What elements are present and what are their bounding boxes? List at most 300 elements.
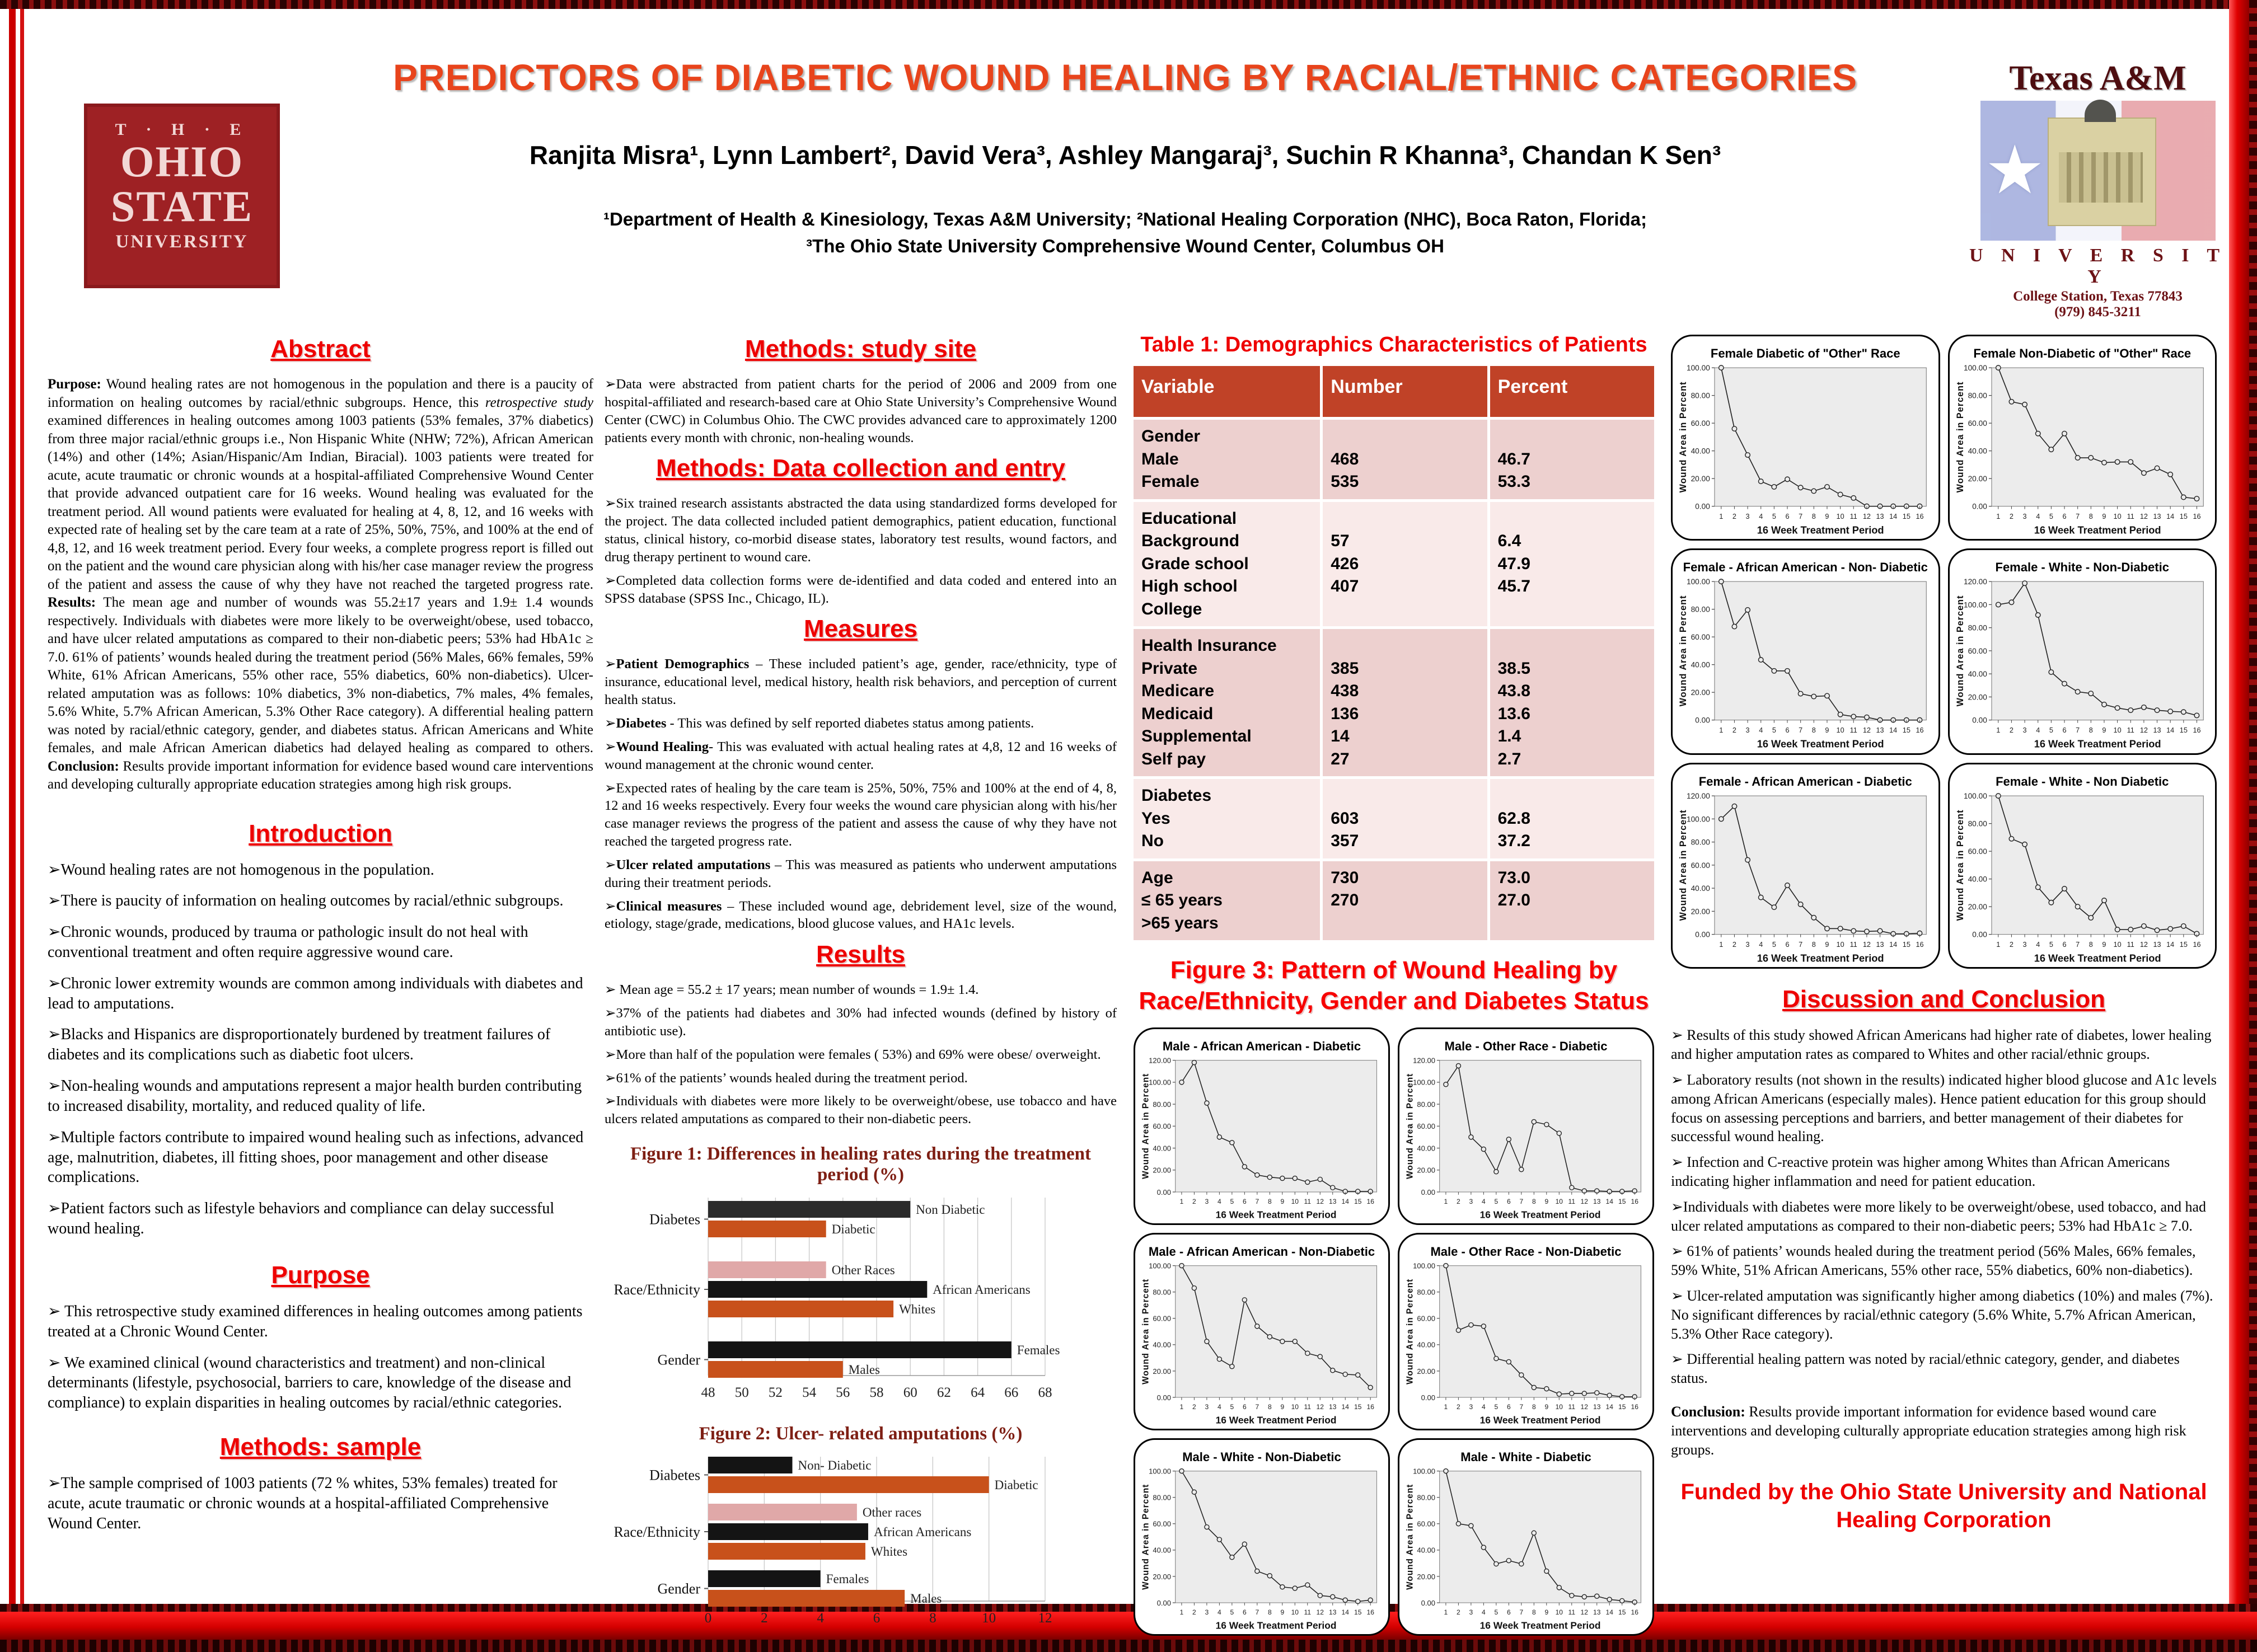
svg-text:4: 4	[1759, 726, 1763, 735]
svg-text:0.00: 0.00	[1421, 1188, 1435, 1196]
table-cell: 730 270	[1323, 861, 1490, 941]
svg-text:20.00: 20.00	[1691, 475, 1710, 484]
svg-text:1: 1	[1444, 1403, 1448, 1411]
svg-text:1: 1	[1179, 1608, 1184, 1617]
svg-text:13: 13	[1329, 1403, 1337, 1411]
svg-text:6: 6	[1785, 512, 1790, 520]
svg-text:7: 7	[1799, 726, 1803, 735]
svg-text:14: 14	[1605, 1198, 1613, 1206]
svg-text:2: 2	[2009, 512, 2013, 520]
table-cell: 6.4 47.9 45.7	[1490, 502, 1654, 627]
svg-text:1: 1	[1996, 940, 2000, 949]
heading-methods-data: Methods: Data collection and entry	[656, 454, 1065, 482]
figure3-female-charts	[1671, 335, 2217, 969]
svg-text:100.00: 100.00	[1686, 364, 1710, 373]
svg-text:16 Week Treatment Period: 16 Week Treatment Period	[1479, 1620, 1601, 1631]
svg-text:40.00: 40.00	[1968, 670, 1987, 679]
svg-text:5: 5	[1230, 1198, 1234, 1206]
svg-text:3: 3	[1469, 1403, 1473, 1411]
svg-text:14: 14	[2166, 726, 2174, 735]
svg-text:10: 10	[1291, 1198, 1299, 1206]
svg-text:3: 3	[1205, 1403, 1209, 1411]
svg-text:12: 12	[1316, 1608, 1324, 1617]
svg-text:16 Week Treatment Period: 16 Week Treatment Period	[1479, 1414, 1601, 1426]
svg-text:3: 3	[1469, 1608, 1473, 1617]
svg-text:9: 9	[1544, 1403, 1549, 1411]
svg-text:100.00: 100.00	[1149, 1261, 1171, 1270]
svg-text:0.00: 0.00	[1695, 716, 1710, 725]
affiliations	[313, 206, 1937, 260]
svg-text:Wound Area in Percent: Wound Area in Percent	[1405, 1278, 1415, 1385]
column-methods-results	[605, 327, 1117, 1634]
svg-text:8: 8	[2089, 940, 2093, 949]
svg-text:60.00: 60.00	[1153, 1314, 1171, 1323]
bullet-item: ➢Data were abstracted from patient charts for the period of 2006 and 2009 from one hospital-affiliated and research-based care at Ohio State University’s Comprehensive Wound Center (CWC) in Columbus Ohio. The CWC provides advanced care to approximately 1200 patients every month with chronic, non-healing wounds.	[605, 377, 1117, 445]
top-border-stripe	[0, 0, 2257, 9]
svg-text:15: 15	[2179, 726, 2188, 735]
svg-text:1: 1	[1444, 1608, 1448, 1617]
table-cell: 73.0 27.0	[1490, 861, 1654, 941]
wound-healing-chart-panel	[1134, 1027, 1390, 1225]
table1-title: Table 1: Demographics Characteristics of Patients	[1140, 333, 1647, 356]
wound-healing-chart-panel	[1134, 1233, 1390, 1430]
svg-text:10: 10	[2113, 940, 2122, 949]
svg-text:60.00: 60.00	[1153, 1122, 1171, 1131]
svg-text:14: 14	[1889, 940, 1898, 949]
svg-text:58: 58	[869, 1385, 884, 1401]
wound-healing-chart-panel	[1948, 548, 2217, 754]
wound-healing-chart-panel	[1398, 1233, 1654, 1430]
svg-text:3: 3	[1205, 1198, 1209, 1206]
svg-text:0.00: 0.00	[1156, 1393, 1171, 1402]
chart-plot	[1404, 1466, 1648, 1633]
bullet-item: ➢Multiple factors contribute to impaired wound healing such as infections, advanced age, malnutrition, diabetes, ill fitting shoes, poor management and other disease complications.	[48, 1128, 584, 1186]
svg-text:11: 11	[1304, 1198, 1312, 1206]
svg-text:15: 15	[1902, 512, 1911, 520]
figure1-caption: Figure 1: Differences in healing rates during the treatment period (%)	[630, 1144, 1092, 1185]
svg-text:6: 6	[1506, 1403, 1511, 1411]
svg-text:80.00: 80.00	[1153, 1288, 1171, 1297]
svg-text:120.00: 120.00	[1963, 578, 1987, 586]
right-border-stripe	[2249, 0, 2257, 1652]
bullet-item: ➢Ulcer related amputations – This was measured as patients who underwent amputations during their treatment periods.	[605, 857, 1117, 890]
introduction-bullets	[48, 860, 593, 1239]
svg-text:1: 1	[1719, 512, 1724, 520]
chart-title: Male - Other Race - Diabetic	[1444, 1039, 1608, 1053]
bullet-item: ➢61% of the patients’ wounds healed during the treatment period.	[605, 1070, 968, 1086]
table-cell: Gender Male Female	[1134, 420, 1323, 499]
svg-text:16 Week Treatment Period: 16 Week Treatment Period	[2034, 524, 2161, 536]
discussion-bullets	[1671, 1026, 2217, 1388]
bar-chart-svg	[605, 1190, 1117, 1408]
texas-flag-graphic	[1980, 101, 2216, 241]
svg-text:10: 10	[1291, 1403, 1299, 1411]
svg-text:0.00: 0.00	[1972, 930, 1987, 939]
svg-text:13: 13	[1593, 1608, 1601, 1617]
bottom-stripe-top	[0, 1604, 2257, 1612]
chart-plot	[1954, 362, 2211, 538]
svg-text:100.00: 100.00	[1686, 578, 1710, 586]
chart-title: Male - African American - Non-Diabetic	[1148, 1245, 1375, 1259]
svg-text:16: 16	[1916, 512, 1924, 520]
table-cell: 603 357	[1323, 779, 1490, 858]
svg-text:9: 9	[1280, 1403, 1285, 1411]
svg-text:9: 9	[1825, 726, 1829, 735]
line-chart-svg	[1954, 362, 2211, 538]
line-chart-svg	[1404, 1260, 1648, 1428]
svg-text:2: 2	[2009, 726, 2013, 735]
svg-text:African Americans: African Americans	[873, 1525, 972, 1540]
svg-text:Wound Area in Percent: Wound Area in Percent	[1678, 595, 1689, 707]
line-chart-svg	[1140, 1055, 1384, 1222]
methods-sample-bullets	[48, 1473, 593, 1533]
svg-text:4: 4	[1218, 1608, 1221, 1617]
svg-text:9: 9	[1825, 512, 1829, 520]
svg-text:40.00: 40.00	[1691, 447, 1710, 456]
chart-plot	[1677, 576, 1934, 752]
svg-text:60.00: 60.00	[1968, 847, 1987, 856]
svg-text:9: 9	[2101, 726, 2106, 735]
tamu-logo-name: Texas A&M	[2009, 59, 2186, 97]
svg-text:11: 11	[1304, 1403, 1312, 1411]
poster-title: PREDICTORS OF DIABETIC WOUND HEALING BY RACIAL/ETHNIC CATEGORIES	[392, 57, 1858, 98]
bar-chart-svg	[605, 1449, 1117, 1634]
svg-text:100.00: 100.00	[1413, 1261, 1435, 1270]
svg-text:20.00: 20.00	[1417, 1166, 1435, 1175]
svg-text:3: 3	[2022, 512, 2027, 520]
figure2-caption: Figure 2: Ulcer- related amputations (%)	[699, 1424, 1023, 1444]
svg-text:5: 5	[1230, 1403, 1234, 1411]
svg-text:16 Week Treatment Period: 16 Week Treatment Period	[1215, 1209, 1337, 1221]
bullet-item: ➢ We examined clinical (wound characteristics and treatment) and non-clinical determinants (lifestyle, psychosocial, barriers to care, knowledge of the disease and compliance) to explain disparities in healing outcomes by racial/ethnic categories.	[48, 1354, 572, 1412]
svg-text:16: 16	[1631, 1403, 1638, 1411]
svg-text:15: 15	[2179, 940, 2188, 949]
svg-text:15: 15	[1354, 1608, 1362, 1617]
svg-text:16 Week Treatment Period: 16 Week Treatment Period	[1757, 738, 1884, 750]
svg-text:60.00: 60.00	[1417, 1122, 1435, 1131]
wound-healing-chart-panel	[1398, 1438, 1654, 1636]
svg-text:7: 7	[1519, 1198, 1524, 1206]
svg-text:1: 1	[1179, 1198, 1184, 1206]
svg-text:4: 4	[1482, 1608, 1486, 1617]
svg-text:100.00: 100.00	[1149, 1078, 1171, 1087]
svg-text:16: 16	[1916, 940, 1924, 949]
svg-text:Males: Males	[848, 1363, 881, 1377]
svg-text:20.00: 20.00	[1968, 475, 1987, 484]
svg-text:3: 3	[1745, 512, 1750, 520]
building-columns-graphic	[2059, 152, 2143, 203]
svg-text:10: 10	[1836, 940, 1844, 949]
osu-logo	[84, 104, 280, 288]
table-cell: 385 438 136 14 27	[1323, 629, 1490, 776]
wound-healing-chart-panel	[1134, 1438, 1390, 1636]
svg-text:0.00: 0.00	[1421, 1598, 1435, 1607]
table-row	[1134, 779, 1654, 858]
svg-text:20.00: 20.00	[1968, 693, 1987, 702]
svg-text:80.00: 80.00	[1417, 1100, 1435, 1109]
svg-text:11: 11	[1304, 1608, 1312, 1617]
svg-text:100.00: 100.00	[1963, 792, 1987, 801]
svg-text:5: 5	[2049, 726, 2053, 735]
svg-text:2: 2	[2009, 940, 2013, 949]
svg-text:5: 5	[1772, 940, 1776, 949]
svg-text:6: 6	[2062, 726, 2067, 735]
svg-text:14: 14	[1341, 1198, 1349, 1206]
svg-text:Diabetes: Diabetes	[649, 1467, 700, 1484]
svg-text:12: 12	[2139, 726, 2148, 735]
svg-text:15: 15	[1618, 1198, 1626, 1206]
chart-title: Female Non-Diabetic of "Other" Race	[1973, 346, 2192, 360]
svg-text:Wound Area in Percent: Wound Area in Percent	[1141, 1278, 1151, 1385]
table-row	[1134, 629, 1654, 776]
svg-text:Wound Area in Percent: Wound Area in Percent	[1955, 381, 1965, 493]
bullet-item: ➢Patient Demographics – These included patient’s age, gender, race/ethnicity, type of insurance, educational level, medical history, health risk behaviors, and perception of current health status.	[605, 656, 1117, 708]
svg-text:16: 16	[1631, 1608, 1638, 1617]
svg-text:2: 2	[1732, 940, 1736, 949]
svg-text:60.00: 60.00	[1691, 633, 1710, 642]
heading-abstract: Abstract	[270, 335, 371, 363]
bullet-item: ➢ Infection and C-reactive protein was higher among Whites than African Americans indicating higher inflammation and need for patient education.	[1671, 1154, 2170, 1189]
svg-text:Whites: Whites	[870, 1545, 908, 1559]
left-border-line-2	[20, 9, 24, 1604]
svg-text:40.00: 40.00	[1691, 661, 1710, 670]
svg-text:1: 1	[1996, 726, 2000, 735]
svg-text:16: 16	[1366, 1198, 1374, 1206]
table-cell: 468 535	[1323, 420, 1490, 499]
svg-text:13: 13	[2153, 726, 2161, 735]
svg-text:9: 9	[1544, 1198, 1549, 1206]
bullet-item: ➢ Results of this study showed African Americans had higher rate of diabetes, lower healing and higher amputation rates as compared to Whites and other racial/ethnic groups.	[1671, 1027, 2212, 1063]
heading-discussion: Discussion and Conclusion	[1782, 985, 2105, 1013]
bottom-border	[0, 1604, 2257, 1652]
svg-text:7: 7	[1799, 512, 1803, 520]
svg-text:12: 12	[2139, 940, 2148, 949]
svg-text:13: 13	[1329, 1608, 1337, 1617]
svg-text:Females: Females	[1017, 1343, 1060, 1358]
svg-text:13: 13	[1876, 726, 1884, 735]
chart-title: Male - White - Diabetic	[1460, 1450, 1591, 1465]
chart-title: Male - White - Non-Diabetic	[1182, 1450, 1341, 1465]
demographics-table	[1134, 366, 1654, 940]
chart-plot	[1954, 576, 2211, 752]
svg-text:12: 12	[1862, 940, 1871, 949]
svg-text:16: 16	[2192, 726, 2201, 735]
svg-text:Gender: Gender	[657, 1351, 700, 1368]
building-dome-graphic	[2085, 100, 2116, 122]
svg-text:80.00: 80.00	[1691, 838, 1710, 847]
svg-text:11: 11	[2127, 726, 2134, 735]
svg-text:16 Week Treatment Period: 16 Week Treatment Period	[1215, 1620, 1337, 1631]
svg-text:11: 11	[2127, 512, 2134, 520]
svg-text:60.00: 60.00	[1153, 1519, 1171, 1528]
svg-text:2: 2	[1192, 1608, 1196, 1617]
wound-healing-chart-panel	[1948, 763, 2217, 969]
table1-header-variable: Variable	[1134, 366, 1323, 417]
svg-text:13: 13	[1593, 1403, 1601, 1411]
chart-plot	[1404, 1260, 1648, 1428]
svg-text:Other Races: Other Races	[831, 1263, 895, 1278]
wound-healing-chart-panel	[1671, 548, 1940, 754]
svg-text:14: 14	[2166, 512, 2174, 520]
svg-text:9: 9	[1280, 1198, 1285, 1206]
svg-text:48: 48	[701, 1385, 715, 1401]
svg-text:Diabetic: Diabetic	[994, 1478, 1038, 1493]
table-cell: Educational Background Grade school High school College	[1134, 502, 1323, 627]
svg-text:8: 8	[1267, 1608, 1272, 1617]
svg-text:6: 6	[1242, 1198, 1247, 1206]
svg-text:9: 9	[1544, 1608, 1549, 1617]
svg-text:12: 12	[1580, 1608, 1588, 1617]
svg-text:Wound Area in Percent: Wound Area in Percent	[1678, 809, 1689, 921]
svg-text:2: 2	[1732, 726, 1736, 735]
svg-text:8: 8	[1267, 1198, 1272, 1206]
heading-purpose: Purpose	[271, 1261, 370, 1289]
line-chart-svg	[1677, 362, 1934, 538]
svg-text:15: 15	[1354, 1198, 1362, 1206]
bullet-item: ➢Chronic wounds, produced by trauma or pathologic insult do not heal with conventional treatment and often require aggressive wound care.	[48, 923, 528, 961]
svg-text:13: 13	[1593, 1198, 1601, 1206]
chart-title: Female Diabetic of "Other" Race	[1710, 346, 1900, 360]
svg-text:Gender: Gender	[657, 1580, 700, 1597]
svg-text:12: 12	[1580, 1403, 1588, 1411]
svg-text:16 Week Treatment Period: 16 Week Treatment Period	[2034, 738, 2161, 750]
svg-text:11: 11	[2127, 940, 2134, 949]
svg-text:16: 16	[1366, 1403, 1374, 1411]
bullet-item: ➢Completed data collection forms were de-identified and data coded and entered into an SPSS database (SPSS Inc., Chicago, IL).	[605, 572, 1117, 606]
bullet-item: ➢Individuals with diabetes were more likely to be overweight/obese, use tobacco and have ulcers related amputations as compared to their non-diabetic peers.	[605, 1093, 1117, 1127]
wound-healing-chart-panel	[1671, 763, 1940, 969]
svg-text:Other races: Other races	[862, 1505, 922, 1520]
chart-plot	[1677, 362, 1934, 538]
left-border-line	[9, 9, 16, 1604]
svg-text:3: 3	[2022, 940, 2027, 949]
heading-methods-site: Methods: study site	[744, 335, 977, 363]
bottom-stripe-bottom	[0, 1640, 2257, 1652]
svg-text:10: 10	[1555, 1198, 1563, 1206]
svg-text:6: 6	[2062, 940, 2067, 949]
svg-text:60.00: 60.00	[1691, 861, 1710, 870]
line-chart-svg	[1140, 1260, 1384, 1428]
svg-text:2: 2	[1457, 1403, 1460, 1411]
svg-text:80.00: 80.00	[1968, 819, 1987, 828]
svg-text:6: 6	[1506, 1608, 1511, 1617]
line-chart-svg	[1404, 1055, 1648, 1222]
svg-text:80.00: 80.00	[1153, 1493, 1171, 1502]
svg-text:11: 11	[1568, 1403, 1576, 1411]
svg-text:100.00: 100.00	[1149, 1467, 1171, 1476]
svg-text:8: 8	[1532, 1198, 1536, 1206]
svg-text:4: 4	[1482, 1198, 1486, 1206]
svg-text:0.00: 0.00	[1695, 930, 1710, 939]
results-bullets	[605, 981, 1117, 1128]
svg-text:7: 7	[1799, 940, 1803, 949]
chart-title: Female - African American - Diabetic	[1698, 774, 1912, 789]
svg-text:20.00: 20.00	[1153, 1166, 1171, 1175]
svg-text:11: 11	[1568, 1608, 1576, 1617]
chart-title: Female - White - Non-Diabetic	[1995, 560, 2169, 575]
svg-text:2: 2	[1457, 1198, 1460, 1206]
svg-text:0.00: 0.00	[1156, 1188, 1171, 1196]
table1-header-row	[1134, 366, 1654, 417]
svg-text:13: 13	[2153, 940, 2161, 949]
svg-text:120.00: 120.00	[1149, 1056, 1171, 1065]
svg-text:8: 8	[1811, 726, 1816, 735]
bullet-item: ➢ Laboratory results (not shown in the results) indicated higher blood glucose and A1c levels among African Americans (especially males). Hence patient education for this group should focus on assessing perceptions and barriers, and better management of their diabetes for successful wound healing.	[1671, 1071, 2217, 1145]
table-row	[1134, 861, 1654, 941]
svg-text:11: 11	[1849, 726, 1857, 735]
svg-text:8: 8	[1532, 1403, 1536, 1411]
svg-text:15: 15	[1618, 1608, 1626, 1617]
abstract-text: Purpose: Wound healing rates are not homogenous in the population and there is a paucity of information on healing outcomes by racial/ethnic subgroups. Hence, this retrospective study examined differences in healing outcomes among 1003 patients (53% females, 37% diabetics) from three major racial/ethnic groups i.e., Non Hispanic White (NHW; 72%), African American (14%) and other (14%; Asian/Hispanic/Am Indian, Biracial). 1003 patients were treated for acute, acute traumatic or chronic wounds at a hospital-affiliated Comprehensive Wound Center that provide advanced outpatient care for 16 weeks. Wound healing was evaluated for the treatment period. All wound patients were evaluated for healing at 4, 8, 12, and 16 weeks with expected rate of healing set by the care team at a rate of 25%, 50%, 75%, and 100% at the end of 4,8, 12, and 16 week treatment period. Every four weeks, a complete progress report is filled out on the patient and the wound care physician along with his/her case manager review the progress of the patient and assess the cause of why they have not reached the targeted progress rate. Results: The mean age and number of wounds was 55.2±17 years and 1.9± 1.4 wounds respectively. Individuals with diabetes were more likely to be overweight/obese, used tobacco, and have ulcer related amputations as compared to their non-diabetic peers; 53% had HbA1c ≥ 7.0. 61% of patients’ wounds healed during the treatment period (56% Males, 66% females, 59% White, 61% African Americans, 55% other race, 55% diabetics, 60% non-diabetics). Ulcer-related amputation was as follows: 10% diabetics, 3% non-diabetics, 7% males, 4% females, 5.6% White, 5.7% African American, 5.3% Other Race category). A differential healing pattern was noted by racial/ethnic category, gender, and diabetes status. African Americans and White females, and male African American diabetics had delayed healing as compared to others. Conclusion: Results provide important information for evidence based wound care interventions and developing culturally appropriate education strategies among high risk groups.	[48, 377, 594, 792]
chart-plot	[1954, 790, 2211, 966]
svg-text:8: 8	[2089, 726, 2093, 735]
svg-text:40.00: 40.00	[1691, 884, 1710, 893]
chart-title: Male - Other Race - Non-Diabetic	[1430, 1245, 1622, 1259]
svg-text:1: 1	[1996, 512, 2000, 520]
svg-text:15: 15	[1902, 940, 1911, 949]
chart-title: Male - African American - Diabetic	[1162, 1039, 1361, 1053]
svg-text:20.00: 20.00	[1153, 1572, 1171, 1581]
svg-text:80.00: 80.00	[1968, 624, 1987, 633]
svg-text:120.00: 120.00	[1413, 1056, 1435, 1065]
bullet-item: ➢Wound Healing- This was evaluated with actual healing rates at 4,8, 12 and 16 weeks of wound management at the chronic wound center.	[605, 739, 1117, 772]
svg-text:Whites: Whites	[899, 1302, 936, 1317]
svg-text:40.00: 40.00	[1153, 1144, 1171, 1153]
funding-statement: Funded by the Ohio State University and National Healing Corporation	[1680, 1480, 2207, 1533]
svg-text:14: 14	[2166, 940, 2174, 949]
svg-text:0.00: 0.00	[1972, 502, 1987, 511]
svg-text:12: 12	[1038, 1611, 1052, 1626]
svg-text:Males: Males	[910, 1592, 942, 1606]
svg-text:Diabetic: Diabetic	[831, 1222, 875, 1237]
chart-title: Female - White - Non Diabetic	[1996, 774, 2169, 789]
tamu-logo-university: U N I V E R S I T Y	[1969, 245, 2227, 287]
svg-text:5: 5	[1494, 1608, 1499, 1617]
svg-text:80.00: 80.00	[1968, 391, 1987, 400]
bullet-item: ➢Diabetes - This was defined by self reported diabetes status among patients.	[605, 715, 1034, 731]
right-border-bar	[2229, 0, 2249, 1652]
svg-text:11: 11	[1849, 512, 1857, 520]
svg-text:80.00: 80.00	[1691, 391, 1710, 400]
svg-text:Race/Ethnicity: Race/Ethnicity	[614, 1282, 700, 1298]
svg-text:6: 6	[873, 1611, 881, 1626]
svg-text:8: 8	[2089, 512, 2093, 520]
svg-text:9: 9	[1825, 940, 1829, 949]
svg-text:5: 5	[2049, 512, 2053, 520]
table-row	[1134, 420, 1654, 499]
svg-text:68: 68	[1038, 1385, 1052, 1401]
wound-healing-chart-panel	[1948, 335, 2217, 541]
svg-text:10: 10	[1555, 1608, 1563, 1617]
svg-text:4: 4	[1218, 1403, 1221, 1411]
osu-logo-ohio: OHIO	[120, 137, 244, 186]
svg-text:60.00: 60.00	[1968, 419, 1987, 428]
table1-header-percent: Percent	[1497, 376, 1568, 397]
affiliation-line-1: ¹Department of Health & Kinesiology, Texas A&M University; ²National Healing Corporation (NHC), Boca Raton, Florida;	[603, 209, 1647, 229]
svg-text:1: 1	[1179, 1403, 1184, 1411]
bullet-item: ➢Six trained research assistants abstracted the data using standardized forms developed for the project. The data collected included patient demographics, patient education, functional status, clinical history, co-morbid disease states, laboratory test results, wound factors, and drug therapy pertinent to wound care.	[605, 496, 1117, 565]
bullet-item: ➢The sample comprised of 1003 patients (72 % whites, 53% females) treated for acute, acute traumatic or chronic wounds at a hospital-affiliated Comprehensive Wound Center.	[48, 1475, 558, 1532]
line-chart-svg	[1140, 1466, 1384, 1633]
svg-text:40.00: 40.00	[1968, 447, 1987, 456]
chart-plot	[1140, 1466, 1384, 1633]
bullet-item: ➢Individuals with diabetes were more likely to be overweight/obese, used tobacco, and had ulcer related amputations as compared to their non-diabetic peers; 53% had HbA1c ≥ 7.0.	[1671, 1198, 2207, 1234]
svg-text:3: 3	[1469, 1198, 1473, 1206]
heading-measures: Measures	[803, 615, 917, 643]
table-cell: 57 426 407	[1323, 502, 1490, 627]
svg-text:Wound Area in Percent: Wound Area in Percent	[1141, 1484, 1151, 1590]
svg-text:8: 8	[1532, 1608, 1536, 1617]
